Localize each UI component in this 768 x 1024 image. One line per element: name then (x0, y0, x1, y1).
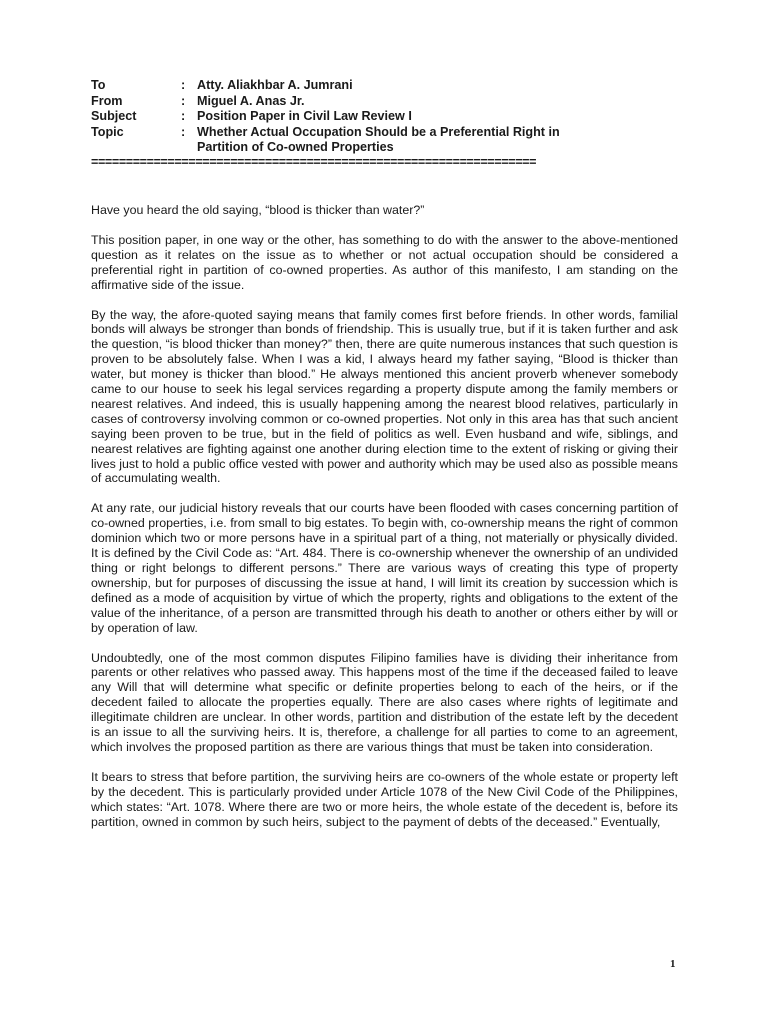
paragraph: By the way, the afore-quoted saying means that family comes first before friends. In other words, familial bonds will always be stronger than bonds of friendship. This is usually true, but if it is taken further and ask the question, “is blood thicker than money?” then, there are quite numerous instances that such question is proven to be absolutely false. When I was a kid, I always heard my father saying, “Blood is thicker than water, but money is thicker than blood.” He always mentioned this ancient proverb whenever somebody came to our house to seek his legal services regarding a property dispute among the family members or nearest relatives. And indeed, this is usually happening among the nearest blood relatives, particularly in cases of controversy involving common or co-owned properties. Not only in this area has that such ancient saying been proven to be true, but in the field of politics as well. Even husband and wife, siblings, and nearest relatives are fighting against one another during election time to the extent of risking or giving their lives just to hold a public office vested with power and authority which may be used also as possible means of accumulating wealth. (91, 307, 678, 486)
memo-header (91, 78, 678, 156)
subject-colon: : (181, 109, 186, 124)
paragraph: Undoubtedly, one of the most common disputes Filipino families have is dividing their inheritance from parents or other relatives who passed away. This happens most of the time if the deceased failed to leave any Will that will determine what specific or definite properties belong to each of the heirs, or if the decedent failed to allocate the properties equally. There are also cases where rights of legitimate and illegitimate children are unclear. In other words, partition and distribution of the estate left by the decedent is an issue to all the surviving heirs. It is, therefore, a challenge for all parties to come to an agreement, which involves the proposed partition as there are various things that must be taken into consideration. (91, 650, 678, 754)
to-colon: : (181, 78, 186, 92)
to-value: Atty. Aliakhbar A. Jumrani (197, 78, 353, 92)
topic-value: Whether Actual Occupation Should be a Preferential Right in (197, 124, 560, 139)
document-page (91, 78, 678, 845)
to-label: To (91, 78, 106, 92)
from-colon: : (181, 93, 186, 108)
page-number: 1 (670, 958, 676, 970)
topic-colon: : (181, 124, 186, 139)
subject-label: Subject (91, 109, 137, 124)
paragraph: It bears to stress that before partition, the surviving heirs are co-owners of the whole estate or property left by the decedent. This is particularly provided under Article 1078 of the New Civil Code of the Philippines, which states: “Art. 1078. Where there are two or more heirs, the whole estate of the decedent is, before its partition, owned in common by such heirs, subject to the payment of debts of the deceased.” Eventually, (91, 769, 678, 829)
from-label: From (91, 93, 123, 108)
paragraph: At any rate, our judicial history reveals that our courts have been flooded with cases concerning partition of co-owned properties, i.e. from small to big estates. To begin with, co-ownership means the right of common dominion which two or more persons have in a spiritual part of a thing, not materially or physically divided. It is defined by the Civil Code as: “Art. 484. There is co-ownership whenever the ownership of an undivided thing or right belongs to different persons.” There are various ways of creating this type of property ownership, but for purposes of discussing the issue at hand, I will limit its creation by succession which is defined as a mode of acquisition by virtue of which the property, rights and obligations to the extent of the value of the inheritance, of a person are transmitted through his death to another or others either by will or by operation of law. (91, 501, 678, 635)
paragraph: Have you heard the old saying, “blood is thicker than water?” (91, 202, 425, 217)
from-value: Miguel A. Anas Jr. (197, 93, 305, 108)
header-divider: ================================================================ (91, 155, 537, 169)
topic-label: Topic (91, 124, 124, 139)
body-text (91, 203, 678, 830)
topic-value-continued: Partition of Co-owned Properties (197, 140, 394, 155)
paragraph: This position paper, in one way or the other, has something to do with the answer to the above-mentioned question as it relates on the issue as to whether or not actual occupation should be considered a preferential right in partition of co-owned properties. As author of this manifesto, I am standing on the affirmative side of the issue. (91, 232, 678, 292)
subject-value: Position Paper in Civil Law Review I (197, 109, 412, 124)
